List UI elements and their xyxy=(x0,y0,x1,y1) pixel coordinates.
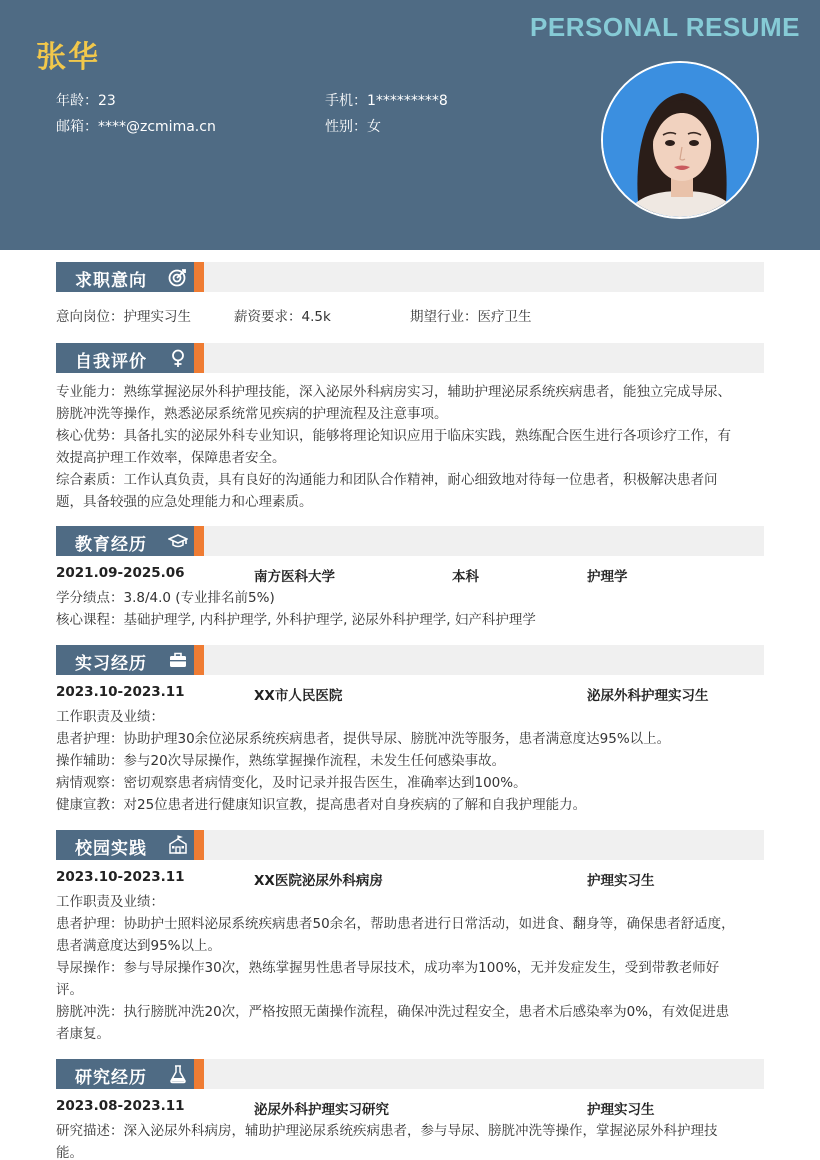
text-line: 能。 xyxy=(56,1145,83,1160)
section-header xyxy=(56,343,764,373)
header-banner xyxy=(0,0,820,250)
text-line: 膀胱冲洗：执行膀胱冲洗20次，严格按照无菌操作流程，确保冲洗过程安全，患者术后感染率为0%，有效促进患 xyxy=(56,1004,730,1020)
section-label xyxy=(56,526,204,556)
section-accent-bar xyxy=(194,1059,204,1089)
text-line: 患者满意度达到95%以上。 xyxy=(56,938,222,954)
research-org: 泌尿外科护理实习研究 xyxy=(254,1102,389,1118)
section-header xyxy=(56,526,764,556)
section-label xyxy=(56,645,204,675)
age-info xyxy=(56,90,116,110)
candidate-name: 张华 xyxy=(36,40,100,75)
section-label xyxy=(56,262,204,292)
section-title: 研究经历 xyxy=(75,1068,147,1088)
section-title: 教育经历 xyxy=(75,535,147,555)
intern-date: 2023.10-2023.11 xyxy=(56,684,185,700)
text-line: 膀胱冲洗等操作，熟悉泌尿系统常见疾病的护理流程及注意事项。 xyxy=(56,406,448,422)
section-research xyxy=(56,1059,764,1089)
text-line: 健康宣教：对25位患者进行健康知识宣教，提高患者对自身疾病的了解和自我护理能力。 xyxy=(56,797,587,813)
target-icon xyxy=(168,267,188,287)
self-eval-text xyxy=(56,381,766,513)
text-line: 患者护理：协助护理30余位泌尿系统疾病患者，提供导尿、膀胱冲洗等服务，患者满意度达95%以上。 xyxy=(56,731,671,747)
intern-org: XX市人民医院 xyxy=(254,688,343,704)
gender-value: 女 xyxy=(367,119,381,135)
text-line: 者康复。 xyxy=(56,1026,110,1042)
text-line: 操作辅助：参与20次导尿操作，熟练掌握操作流程，未发生任何感染事故。 xyxy=(56,753,506,769)
edu-major: 护理学 xyxy=(587,569,628,585)
text-line: 工作职责及业绩： xyxy=(56,894,164,910)
research-details xyxy=(56,1120,766,1160)
text-line: 核心课程：基础护理学, 内科护理学, 外科护理学, 泌尿外科护理学, 妇产科护理学 xyxy=(56,612,536,628)
section-self-eval xyxy=(56,343,764,373)
text-line: 患者护理：协助护士照料泌尿系统疾病患者50余名，帮助患者进行日常活动，如进食、翻身等，确保患者舒适度， xyxy=(56,916,735,932)
text-line: 导尿操作：参与导尿操作30次，熟练掌握男性患者导尿技术，成功率为100%，无并发症发生，受到带教老师好 xyxy=(56,960,720,976)
text-line: 核心优势：具备扎实的泌尿外科专业知识，能够将理论知识应用于临床实践，熟练配合医生进行各项诊疗工作，有 xyxy=(56,428,731,444)
text-line: 评。 xyxy=(56,982,83,998)
section-internship xyxy=(56,645,764,675)
age-value: 23 xyxy=(98,93,116,109)
job-industry: 期望行业：医疗卫生 xyxy=(410,309,532,325)
text-line: 研究描述：深入泌尿外科病房，辅助护理泌尿系统疾病患者，参与导尿、膀胱冲洗等操作，掌握泌尿外科护理技 xyxy=(56,1123,718,1139)
campus-date: 2023.10-2023.11 xyxy=(56,869,185,885)
edu-details xyxy=(56,587,766,631)
section-title: 自我评价 xyxy=(75,352,147,372)
flask-icon xyxy=(168,1064,188,1084)
profile-photo xyxy=(601,61,759,219)
phone-value: 1*********8 xyxy=(367,93,448,109)
graduation-cap-icon xyxy=(168,531,188,551)
email-info xyxy=(56,116,216,136)
section-label xyxy=(56,830,204,860)
section-title: 求职意向 xyxy=(75,271,147,291)
section-header xyxy=(56,1059,764,1089)
resume-title: PERSONAL RESUME xyxy=(530,12,800,42)
section-accent-bar xyxy=(194,343,204,373)
email-label: 邮箱： xyxy=(56,119,98,135)
section-education xyxy=(56,526,764,556)
intern-role: 泌尿外科护理实习生 xyxy=(587,688,709,704)
text-line: 学分绩点：3.8/4.0 (专业排名前5%) xyxy=(56,590,275,606)
edu-school: 南方医科大学 xyxy=(254,569,335,585)
section-accent-bar xyxy=(194,526,204,556)
campus-org: XX医院泌尿外科病房 xyxy=(254,873,383,889)
section-label xyxy=(56,343,204,373)
research-role: 护理实习生 xyxy=(587,1102,655,1118)
gender-info xyxy=(325,116,381,136)
text-line: 工作职责及业绩： xyxy=(56,709,164,725)
portrait-illustration xyxy=(603,63,759,219)
edu-date: 2021.09-2025.06 xyxy=(56,565,185,581)
edu-degree: 本科 xyxy=(452,569,479,585)
text-line: 综合素质：工作认真负责，具有良好的沟通能力和团队合作精神，耐心细致地对待每一位患者，积极解决患者问 xyxy=(56,472,718,488)
campus-details xyxy=(56,891,766,1045)
text-line: 专业能力：熟练掌握泌尿外科护理技能，深入泌尿外科病房实习，辅助护理泌尿系统疾病患者，能独立完成导尿、 xyxy=(56,384,731,400)
intern-details xyxy=(56,706,766,816)
section-header xyxy=(56,262,764,292)
campus-role: 护理实习生 xyxy=(587,873,655,889)
section-job-intent xyxy=(56,262,764,292)
text-line: 题，具备较强的应急处理能力和心理素质。 xyxy=(56,494,313,510)
school-building-icon xyxy=(168,835,188,855)
section-label xyxy=(56,1059,204,1089)
phone-info xyxy=(325,90,448,110)
text-line: 病情观察：密切观察患者病情变化，及时记录并报告医生，准确率达到100%。 xyxy=(56,775,527,791)
section-accent-bar xyxy=(194,645,204,675)
phone-label: 手机： xyxy=(325,93,367,109)
briefcase-icon xyxy=(168,650,188,670)
text-line: 效提高护理工作效率，保障患者安全。 xyxy=(56,450,286,466)
section-title: 实习经历 xyxy=(75,654,147,674)
section-campus xyxy=(56,830,764,860)
section-accent-bar xyxy=(194,830,204,860)
email-value: ****@zcmima.cn xyxy=(98,119,216,135)
job-position: 意向岗位：护理实习生 xyxy=(56,309,191,325)
section-accent-bar xyxy=(194,262,204,292)
job-salary: 薪资要求：4.5k xyxy=(234,309,331,325)
section-title: 校园实践 xyxy=(75,839,147,859)
section-header xyxy=(56,830,764,860)
research-date: 2023.08-2023.11 xyxy=(56,1098,185,1114)
section-header xyxy=(56,645,764,675)
female-symbol-icon xyxy=(168,348,188,368)
age-label: 年龄： xyxy=(56,93,98,109)
gender-label: 性别： xyxy=(325,119,367,135)
